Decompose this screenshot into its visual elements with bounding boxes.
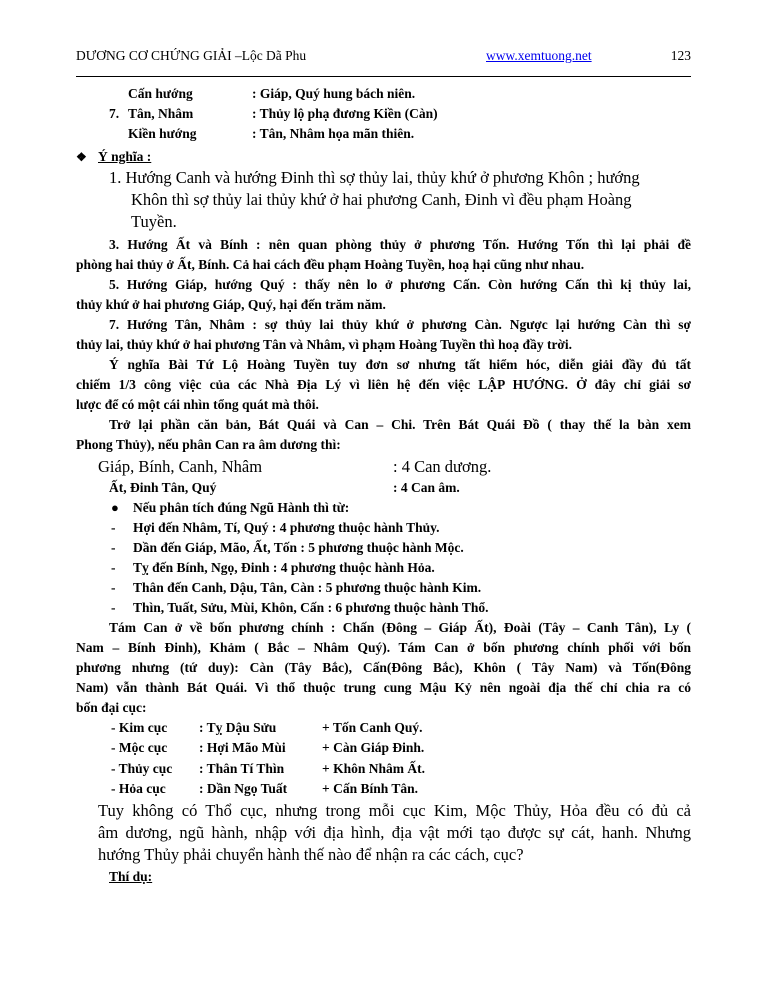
- paragraph-line: Tuyền.: [131, 212, 177, 231]
- paragraph-line: Tuy không có Thổ cục, nhưng trong mỗi cục Kim, Mộc Thủy, Hỏa đều có đủ cả: [98, 801, 691, 820]
- paragraph-line: Khôn thì sợ thủy lai thủy khứ ở hai phương Canh, Đinh vì đều phạm Hoàng: [131, 190, 632, 209]
- paragraph-line: 1. Hướng Canh và hướng Đinh thì sợ thủy lai, thủy khứ ở phương Khôn ; hướng: [109, 168, 640, 187]
- paragraph-line: Nam) vẫn thành Bát Quái. Vì thổ thuộc trung cung Mậu Kỷ nên ngoài địa thế chỉ chia ra có: [76, 680, 691, 695]
- paragraph-line: hướng Thủy phải chuyển hành thế nào để nhận ra các cách, cục?: [98, 845, 524, 864]
- paragraph-line: thủy khứ ở hai phương Giáp, Quý, hại đến trăm năm.: [76, 297, 386, 312]
- paragraph-line: 5. Hướng Giáp, hướng Quý : thấy nên lo ở phương Cấn. Còn hướng Cấn thì kị thủy lai,: [109, 277, 691, 292]
- paragraph-line: 7. Hướng Tân, Nhâm : sợ thủy lai thủy khứ ở phương Càn. Ngược lại hướng Càn thì sợ: [109, 317, 691, 332]
- page-number: 123: [670, 48, 691, 63]
- paragraph-line: phương nhưng (tứ duy): Càn (Tây Bắc), Cấn(Đông Bắc), Khôn ( Tây Nam) và Tốn(Đông: [76, 660, 691, 675]
- paragraph-line: âm dương, ngũ hành, nhập với địa hình, địa vật mới tạo được sự cát, hanh. Nhưng: [98, 823, 691, 842]
- header-rule: [76, 76, 691, 77]
- paragraph-line: 3. Hướng Ất và Bính : nên quan phòng thủy ở phương Tốn. Hướng Tốn thì lại phải đề: [109, 237, 691, 252]
- paragraph-line: phòng hai thủy ở Ất, Bính. Cả hai cách đều phạm Hoàng Tuyền, hoạ hại cũng như nhau.: [76, 257, 585, 272]
- bullet-icon: ●: [111, 500, 119, 515]
- paragraph-line: Ý nghĩa Bài Tứ Lộ Hoàng Tuyền tuy đơn sơ nhưng tất hiểm hóc, diễn giải đầy đủ tất: [109, 357, 691, 372]
- thi-du-heading: Thí dụ:: [109, 869, 153, 884]
- paragraph-line: lược để có một cái nhìn tổng quát mà thôi.: [76, 397, 319, 412]
- paragraph-line: thủy lai, thủy khứ ở hai phương Tân và Nhâm, vì phạm Hoàng Tuyền thì hoạ đầy trời.: [76, 337, 573, 352]
- header-title: DƯƠNG CƠ CHỨNG GIẢI –Lộc Dã Phu: [76, 48, 307, 63]
- paragraph-line: Trở lại phần căn bản, Bát Quái và Can – Chi. Trên Bát Quái Đồ ( thay thế la bàn xem: [109, 417, 691, 432]
- diamond-bullet-icon: ❖: [76, 150, 87, 164]
- paragraph-line: Tám Can ở về bốn phương chính : Chấn (Đông – Giáp Ất), Đoài (Tây – Canh Tân), Ly (: [109, 620, 691, 635]
- paragraph-line: Nam – Bính Đinh), Khảm ( Bắc – Nhâm Quý). Tám Can ở bốn phương chính phối với bốn: [76, 640, 691, 655]
- page-header: [76, 48, 691, 68]
- document-page: DƯƠNG CƠ CHỨNG GIẢI –Lộc Dã Phu www.xemtuong.net 123 Cấn hướng : Giáp, Quý hung bách niên. 7. Tân, Nhâm : Thủy lộ phạ đương Kiền (Càn) Kiền hướng : Tân, Nhâm họa mãn thiên. ❖ Ý nghĩa : 1. Hướng Canh và hướng Đinh thì sợ thủy lai, thủy khứ ở phương Khôn ; hướng Khôn thì sợ thủy lai thủy khứ ở hai phương Canh, Đinh vì đều phạm Hoàng Tuyền. 3. Hướng Ất và Bính : nên quan phòng thủy ở phương Tốn. Hướng Tốn thì lại phải đề phòng hai thủy ở Ất, Bính. Cả hai cách đều phạm Hoàng Tuyền, hoạ hại cũng như nhau. 5. Hướng Giáp, hướng Quý : thấy nên lo ở phương Cấn. Còn hướng Cấn thì kị thủy lai, thủy khứ ở hai phương Giáp, Quý, hại đến trăm năm. 7. Hướng Tân, Nhâm : sợ thủy lai thủy khứ ở phương Càn. Ngược lại hướng Càn thì sợ thủy lai, thủy khứ ở hai phương Tân và Nhâm, vì phạm Hoàng Tuyền thì hoạ đầy trời. Ý nghĩa Bài Tứ Lộ Hoàng Tuyền tuy đơn sơ nhưng tất hiểm hóc, diễn giải đầy đủ tất chiếm 1/3 công việc của các Nhà Địa Lý vì liên hệ đến việc LẬP HƯỚNG. Ở đây chỉ giải sơ lược để có một cái nhìn tổng quát mà thôi. Trở lại phần căn bản, Bát Quái và Can – Chi. Trên Bát Quái Đồ ( thay thế la bàn xem Phong Thủy), nếu phân Can ra âm dương thì: Giáp, Bính, Canh, Nhâm : 4 Can dương. Ất, Đinh Tân, Quý : 4 Can âm. ● Nếu phân tích đúng Ngũ Hành thì từ: - Hợi đến Nhâm, Tí, Quý : 4 phương thuộc hành Thủy. - Dần đến Giáp, Mão, Ất, Tốn : 5 phương thuộc hành Mộc. - Tỵ đến Bính, Ngọ, Đinh : 4 phương thuộc hành Hỏa. - Thân đến Canh, Dậu, Tân, Càn : 5 phương thuộc hành Kim. - Thìn, Tuất, Sửu, Mùi, Khôn, Cấn : 6 phương thuộc hành Thổ. Tám Can ở về bốn phương chính : Chấn (Đông – Giáp Ất), Đoài (Tây – Canh Tân), Ly ( Nam – Bính Đinh), Khảm ( Bắc – Nhâm Quý). Tám Can ở bốn phương chính phối với bốn phương nhưng (tứ duy): Càn (Tây Bắc), Cấn(Đông Bắc), Khôn ( Tây Nam) và Tốn(Đông Nam) vẫn thành Bát Quái. Vì thổ thuộc trung cung Mậu Kỷ nên ngoài địa thế chỉ chia ra có bốn đại cục: - Kim cục : Tỵ Dậu Sửu + Tốn Canh Quý. - Mộc cục : Hợi Mão Mùi + Càn Giáp Đinh. - Thủy cục : Thân Tí Thìn + Khôn Nhâm Ất. - Hỏa cục : Dần Ngọ Tuất + Cấn Bính Tân. Tuy không có Thổ cục, nhưng trong mỗi cục Kim, Mộc Thủy, Hỏa đều có đủ cả âm dương, ngũ hành, nhập với địa hình, địa vật mới tạo được sự cát, hanh. Nhưng hướng Thủy phải chuyển hành thế nào để nhận ra các cách, cục? Thí dụ:: [0, 0, 765, 990]
- header-website-link[interactable]: www.xemtuong.net: [486, 48, 592, 63]
- paragraph-line: chiếm 1/3 công việc của các Nhà Địa Lý vì liên hệ đến việc LẬP HƯỚNG. Ở đây chỉ giải sơ: [76, 377, 691, 392]
- paragraph-line: Phong Thủy), nếu phân Can ra âm dương thì:: [76, 437, 341, 452]
- paragraph-line: bốn đại cục:: [76, 700, 147, 715]
